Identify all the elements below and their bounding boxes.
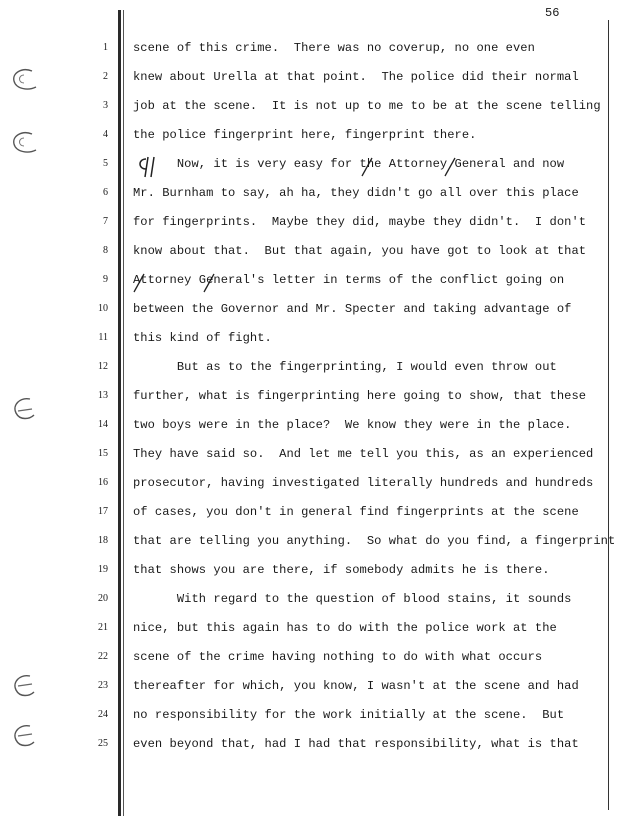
line-number: 7: [103, 216, 108, 227]
line-number: 2: [103, 71, 108, 82]
line-number: 14: [98, 419, 108, 430]
line-number: 10: [98, 303, 108, 314]
transcript-line: prosecutor, having investigated literally hundreds and hundreds: [133, 476, 594, 490]
line-number: 16: [98, 477, 108, 488]
transcript-line: knew about Urella at that point. The police did their normal: [133, 70, 579, 84]
handwritten-mark-icon: [4, 722, 40, 752]
line-number: 13: [98, 390, 108, 401]
line-number: 3: [103, 100, 108, 111]
line-number: 23: [98, 680, 108, 691]
transcript-line: job at the scene. It is not up to me to be at the scene telling: [133, 99, 601, 113]
line-number: 21: [98, 622, 108, 633]
line-number: 1: [103, 42, 108, 53]
transcript-line: that are telling you anything. So what do you find, a fingerprint: [133, 534, 616, 548]
transcript-line: They have said so. And let me tell you this, as an experienced: [133, 447, 594, 461]
transcript-line: Attorney General's letter in terms of the conflict going on: [133, 273, 565, 287]
transcript-line: further, what is fingerprinting here going to show, that these: [133, 389, 587, 403]
transcript-line: that shows you are there, if somebody admits he is there.: [133, 563, 550, 577]
left-margin-rule: [118, 10, 121, 816]
line-number: 6: [103, 187, 108, 198]
line-number: 8: [103, 245, 108, 256]
line-number: 22: [98, 651, 108, 662]
transcript-line: of cases, you don't in general find fingerprints at the scene: [133, 505, 579, 519]
handwritten-mark-icon: [4, 672, 40, 702]
left-margin-rule-inner: [123, 10, 124, 816]
line-number: 18: [98, 535, 108, 546]
transcript-line: the police fingerprint here, fingerprint there.: [133, 128, 477, 142]
line-number: 19: [98, 564, 108, 575]
transcript-line: even beyond that, had I had that responsibility, what is that: [133, 737, 579, 751]
transcript-line: nice, but this again has to do with the police work at the: [133, 621, 557, 635]
line-number: 9: [103, 274, 108, 285]
right-margin-rule: [608, 20, 609, 810]
transcript-line: for fingerprints. Maybe they did, maybe they didn't. I don't: [133, 215, 587, 229]
line-number: 5: [103, 158, 108, 169]
transcript-line: two boys were in the place? We know they were in the place.: [133, 418, 572, 432]
transcript-line: this kind of fight.: [133, 331, 272, 345]
page-number: 56: [545, 6, 560, 20]
transcript-line: scene of this crime. There was no coverup, no one even: [133, 41, 535, 55]
line-number: 12: [98, 361, 108, 372]
line-number: 11: [98, 332, 108, 343]
transcript-line: Mr. Burnham to say, ah ha, they didn't go all over this place: [133, 186, 579, 200]
line-number: 25: [98, 738, 108, 749]
handwritten-mark-icon: [4, 395, 40, 425]
transcript-line: no responsibility for the work initially at the scene. But: [133, 708, 565, 722]
transcript-line: Now, it is very easy for the Attorney General and now: [133, 157, 565, 171]
line-number: 4: [103, 129, 108, 140]
line-number: 17: [98, 506, 108, 517]
transcript-line: But as to the fingerprinting, I would even throw out: [133, 360, 557, 374]
line-number: 20: [98, 593, 108, 604]
handwritten-mark-icon: [4, 128, 40, 158]
transcript-line: know about that. But that again, you have got to look at that: [133, 244, 587, 258]
transcript-line: thereafter for which, you know, I wasn't at the scene and had: [133, 679, 579, 693]
line-number: 15: [98, 448, 108, 459]
transcript-line: between the Governor and Mr. Specter and taking advantage of: [133, 302, 572, 316]
transcript-line: With regard to the question of blood stains, it sounds: [133, 592, 572, 606]
handwritten-mark-icon: [4, 65, 40, 95]
line-number: 24: [98, 709, 108, 720]
transcript-line: scene of the crime having nothing to do with what occurs: [133, 650, 543, 664]
